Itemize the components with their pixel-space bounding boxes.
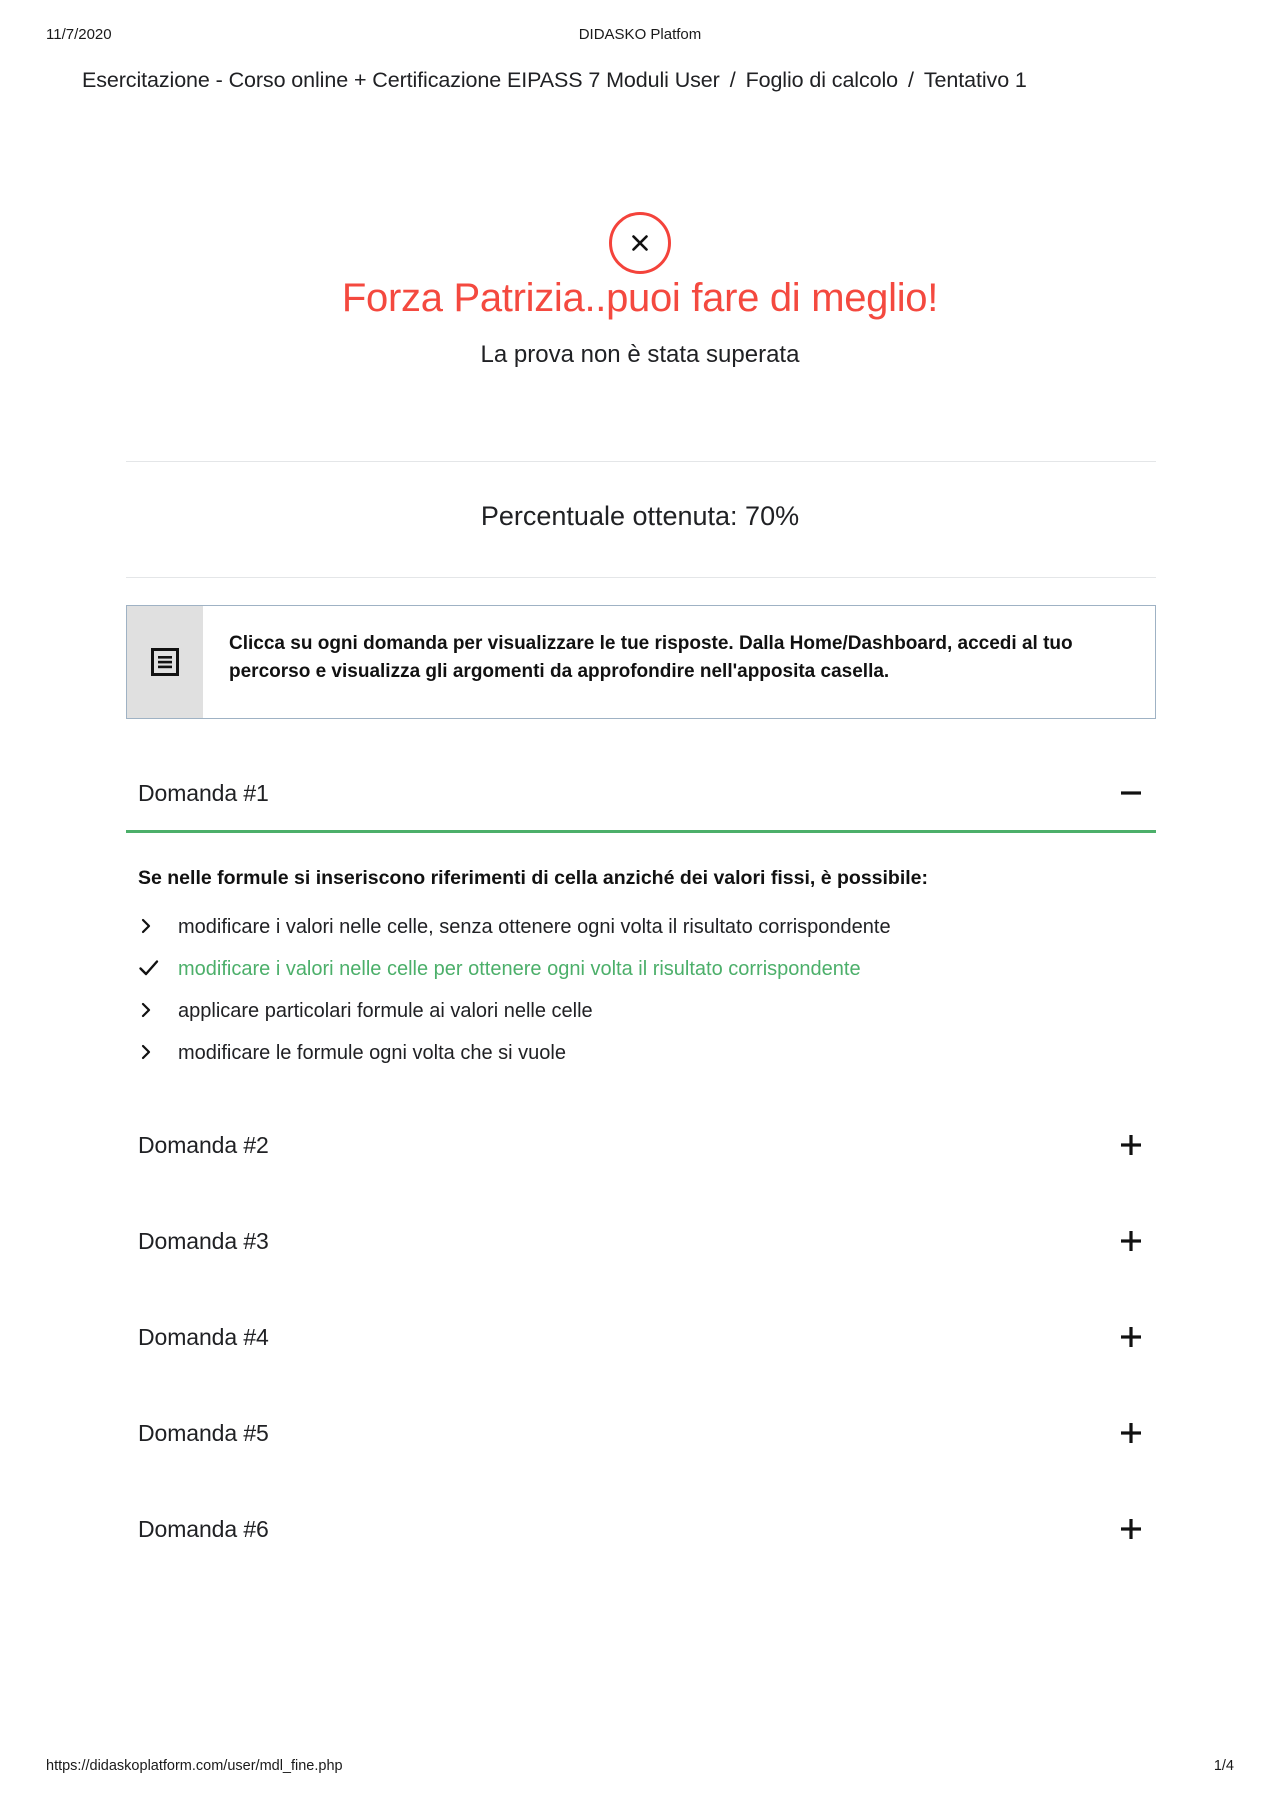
print-header [0,26,1280,46]
plus-icon[interactable] [1114,1320,1148,1354]
question-block [126,760,1156,1066]
print-page-number: 1/4 [1213,1758,1234,1774]
answer-option[interactable] [138,914,1146,940]
note-list-icon [127,606,203,718]
section-spacer [126,1466,1156,1496]
question-header-2[interactable] [126,1112,1156,1178]
close-circle-icon [609,212,671,274]
plus-icon[interactable] [1114,1224,1148,1258]
answer-text: applicare particolari formule ai valori nelle celle [178,1000,593,1023]
question-block [126,1208,1156,1274]
answer-option[interactable] [138,1040,1146,1066]
result-title: Forza Patrizia..puoi fare di meglio! [341,276,939,320]
answer-option-correct[interactable] [138,956,1146,982]
breadcrumb-course[interactable]: Esercitazione - Corso online + Certificazione EIPASS 7 Moduli User [82,68,720,92]
instructions-notice-text: Clicca su ogni domanda per visualizzare le tue risposte. Dalla Home/Dashboard, accedi al tuo percorso e visualizza gli argomenti da approfondire nell'apposita casella. [229,633,1073,682]
question-header-6[interactable] [126,1496,1156,1562]
print-footer [0,1758,1280,1778]
section-spacer [126,1274,1156,1304]
section-spacer [126,1370,1156,1400]
section-spacer [126,1082,1156,1112]
result-subtitle: La prova non è stata superata [480,341,800,368]
answer-text: modificare le formule ogni volta che si vuole [178,1042,566,1065]
question-label: Domanda #5 [138,1419,269,1446]
chevron-right-icon [138,998,178,1020]
divider-above-score [126,461,1156,462]
chevron-right-icon [138,914,178,936]
answer-text: modificare i valori nelle celle, senza ottenere ogni volta il risultato corrispondente [178,916,891,939]
question-block [126,1400,1156,1466]
question-label: Domanda #2 [138,1131,269,1158]
breadcrumb-separator-2: / [908,68,914,92]
question-body-1 [126,833,1156,1066]
question-label: Domanda #3 [138,1227,269,1254]
question-label: Domanda #6 [138,1515,269,1542]
score-percentage: Percentuale ottenuta: 70% [480,501,800,531]
question-block [126,1112,1156,1178]
breadcrumb-separator-1: / [729,68,736,92]
plus-icon[interactable] [1114,1128,1148,1162]
breadcrumb-section[interactable]: Foglio di calcolo [745,68,899,92]
check-icon [138,956,178,978]
print-document-title: DIDASKO Platfom [578,26,702,43]
answer-list [138,914,1146,1066]
section-spacer [126,1178,1156,1208]
breadcrumb [82,68,1202,93]
question-block [126,1304,1156,1370]
question-label: Domanda #1 [138,779,269,806]
answer-text: modificare i valori nelle celle per ottenere ogni volta il risultato corrispondente [178,958,861,981]
minus-icon[interactable] [1114,776,1148,810]
print-source-url: https://didaskoplatform.com/user/mdl_fine.php [46,1758,343,1774]
question-block [126,1496,1156,1562]
question-header-4[interactable] [126,1304,1156,1370]
plus-icon[interactable] [1114,1416,1148,1450]
divider-below-score [126,577,1156,578]
question-header-3[interactable] [126,1208,1156,1274]
question-label: Domanda #4 [138,1323,269,1350]
answer-option[interactable] [138,998,1146,1024]
question-header-5[interactable] [126,1400,1156,1466]
instructions-notice [126,605,1156,719]
chevron-right-icon [138,1040,178,1062]
question-header-1[interactable] [126,760,1156,826]
plus-icon[interactable] [1114,1512,1148,1546]
breadcrumb-attempt[interactable]: Tentativo 1 [923,68,1027,92]
question-prompt: Se nelle formule si inseriscono riferimenti di cella anziché dei valori fissi, è possibile: [138,867,929,889]
questions-accordion [126,760,1156,1562]
print-date: 11/7/2020 [46,26,112,43]
